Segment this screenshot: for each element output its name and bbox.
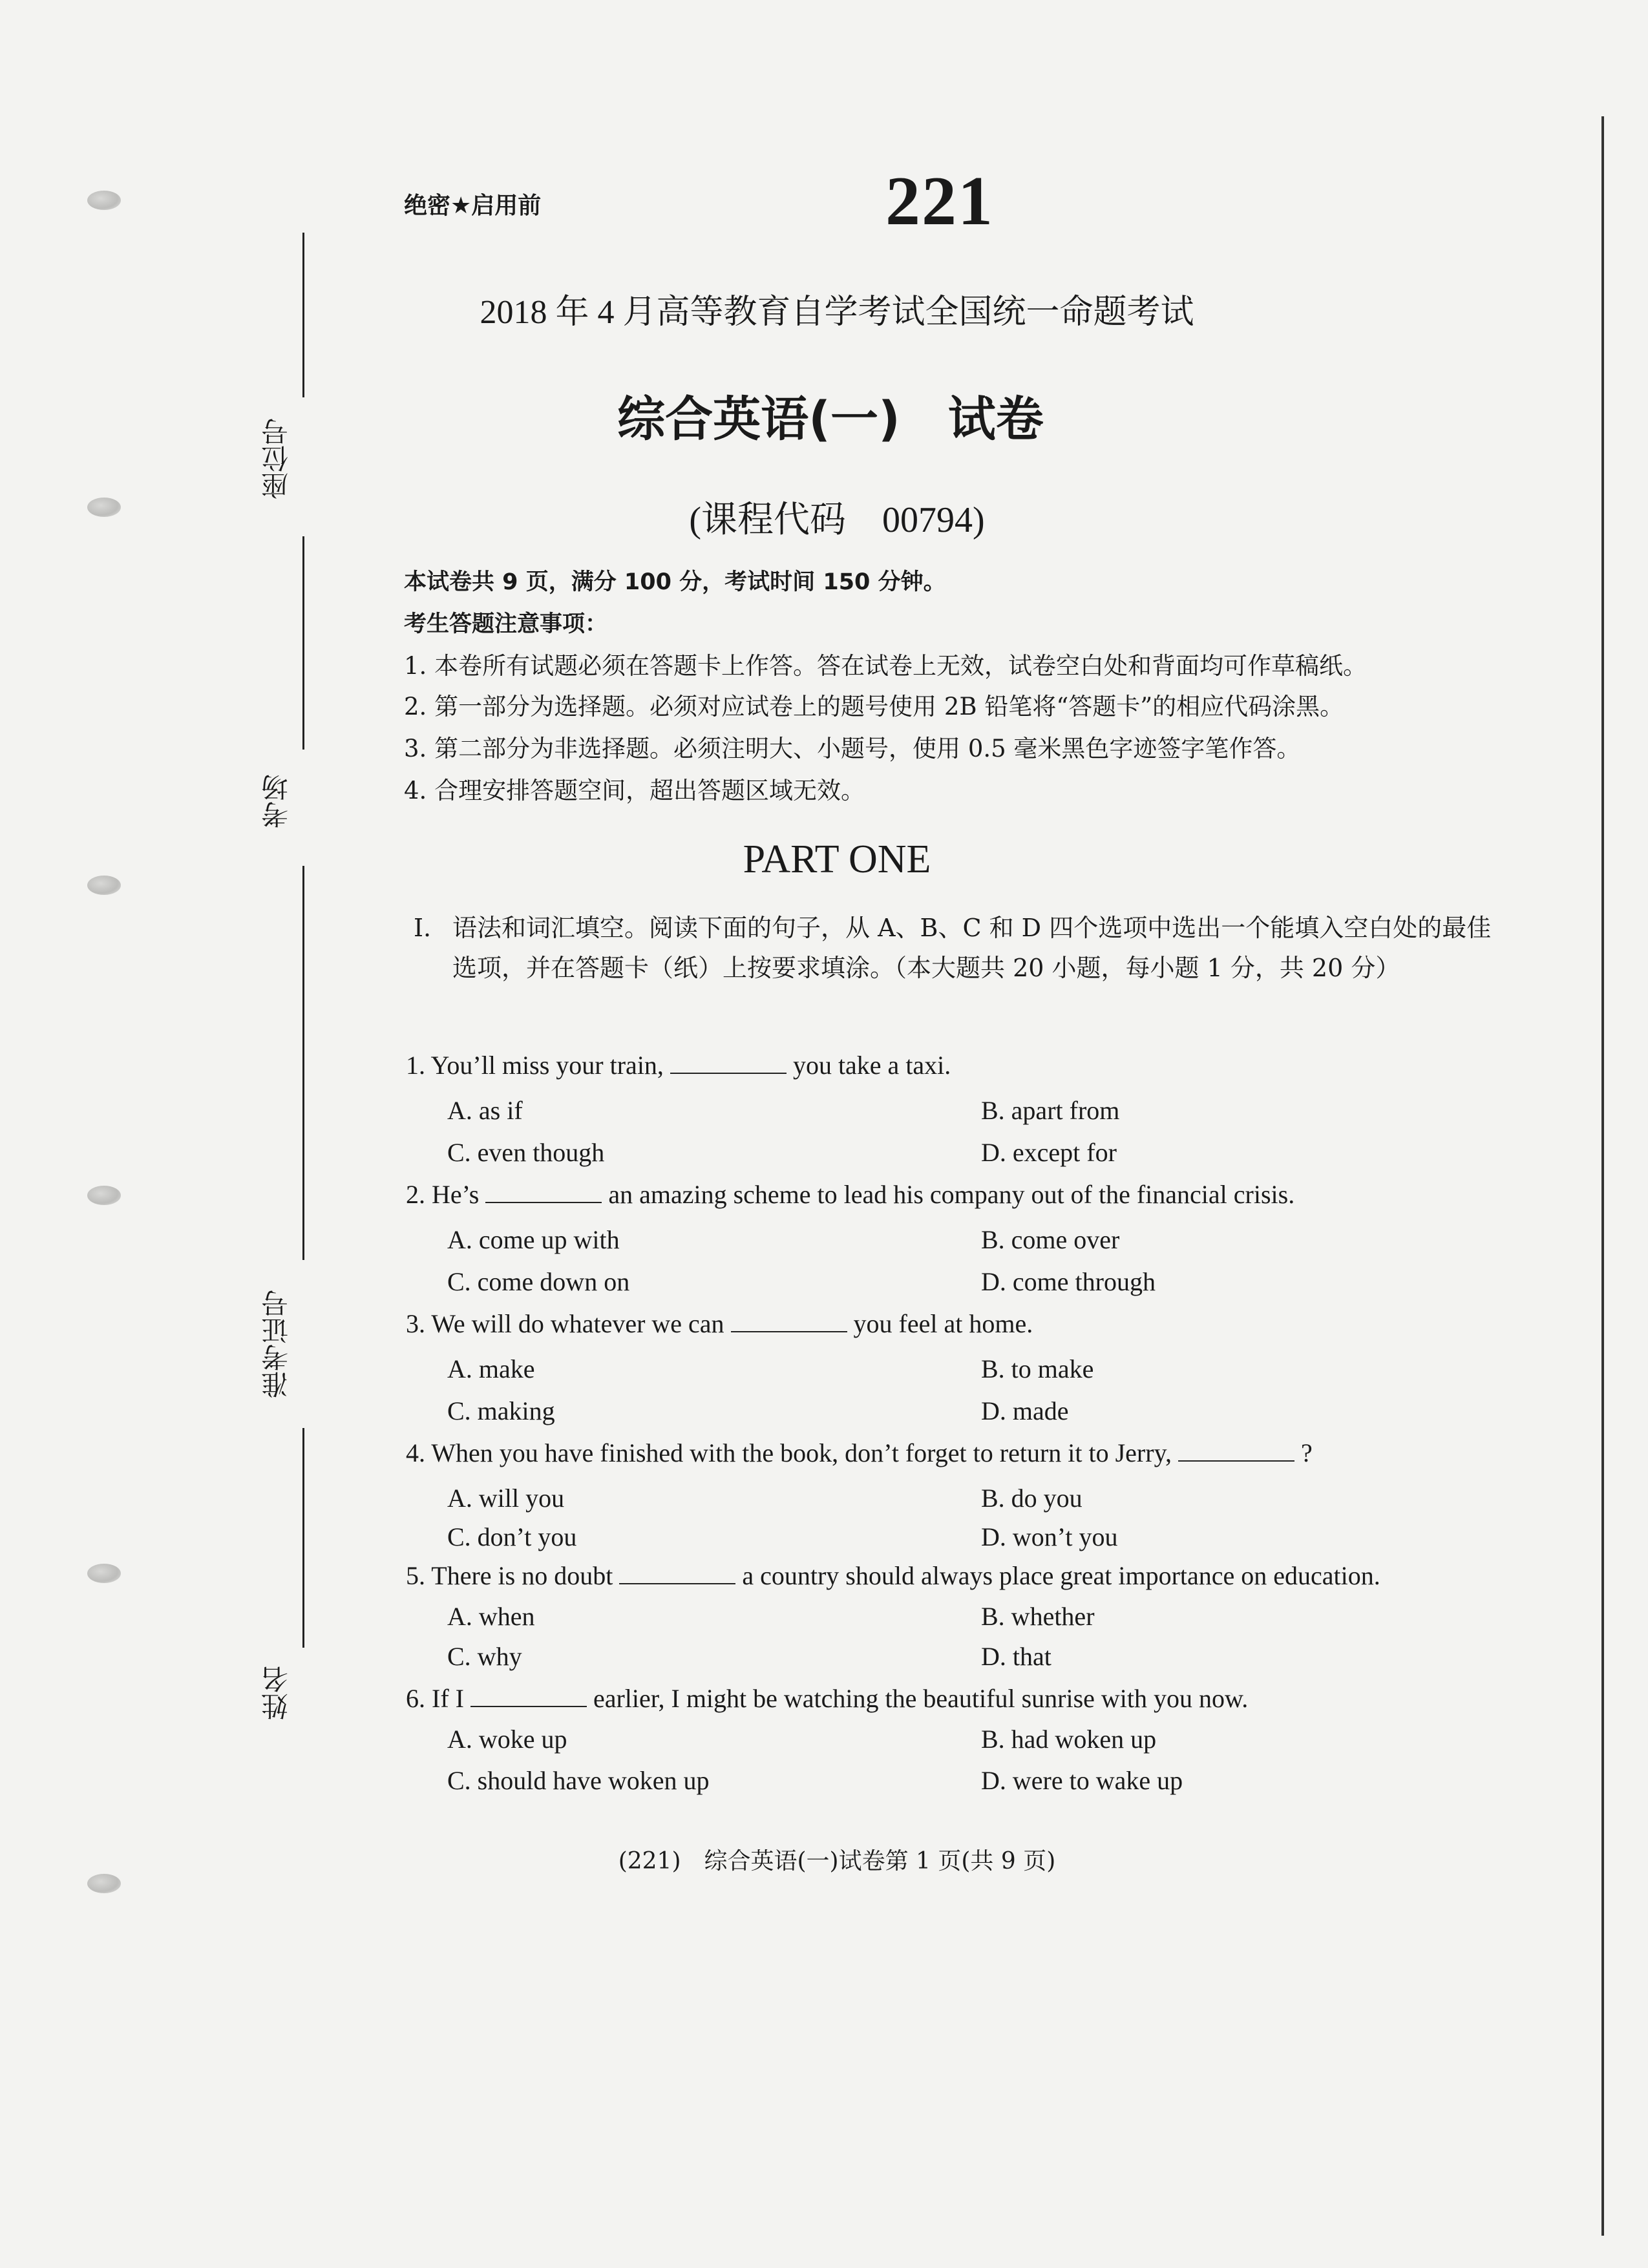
option-d: D. except for bbox=[981, 1138, 1117, 1167]
side-label-seat: 座位号 bbox=[260, 418, 292, 499]
note-item: 1. 本卷所有试题必须在答题卡上作答。答在试卷上无效，试卷空白处和背面均可作草稿纸。 bbox=[404, 652, 1368, 680]
question-text-after: you take a taxi. bbox=[792, 1051, 951, 1080]
option-b: B. apart from bbox=[981, 1096, 1120, 1125]
secret-label: 绝密★启用前 bbox=[404, 193, 542, 219]
answer-blank bbox=[485, 1180, 602, 1203]
side-line bbox=[302, 1428, 304, 1648]
question-number: 2. bbox=[406, 1180, 425, 1209]
question-text-after: a country should always place great importance on education. bbox=[742, 1561, 1380, 1590]
question-stem bbox=[406, 1308, 1033, 1339]
option-c: C. should have woken up bbox=[447, 1766, 710, 1795]
question-number: 6. bbox=[406, 1684, 425, 1713]
side-line bbox=[302, 866, 304, 1260]
exam-title: 2018 年 4 月高等教育自学考试全国统一命题考试 bbox=[480, 294, 1194, 331]
side-label-name: 姓名 bbox=[260, 1666, 292, 1720]
option-b: B. had woken up bbox=[981, 1725, 1157, 1754]
option-d: D. were to wake up bbox=[981, 1766, 1183, 1795]
side-label-admission: 准考证号 bbox=[260, 1290, 292, 1398]
option-b: B. do you bbox=[981, 1484, 1083, 1513]
side-label-venue: 考场 bbox=[260, 774, 292, 828]
question-text-after: an amazing scheme to lead his company out of the financial crisis. bbox=[608, 1180, 1295, 1209]
subject-title: 综合英语(一) 试卷 bbox=[617, 392, 1044, 447]
question-stem bbox=[406, 1683, 1248, 1714]
course-code: (课程代码 00794) bbox=[689, 500, 985, 540]
notes-heading: 考生答题注意事项： bbox=[404, 611, 608, 637]
option-b: B. whether bbox=[981, 1602, 1095, 1631]
question-text-after: earlier, I might be watching the beautiful sunrise with you now. bbox=[593, 1684, 1249, 1713]
question-number: 4. bbox=[406, 1438, 425, 1467]
question-stem bbox=[406, 1560, 1380, 1591]
option-c: C. making bbox=[447, 1396, 555, 1425]
binder-hole bbox=[87, 1874, 121, 1893]
side-line bbox=[302, 536, 304, 750]
answer-blank bbox=[731, 1309, 847, 1332]
question-text-before: If I bbox=[432, 1684, 464, 1713]
option-b: B. to make bbox=[981, 1354, 1094, 1383]
option-b: B. come over bbox=[981, 1225, 1120, 1254]
option-a: A. as if bbox=[447, 1096, 523, 1125]
option-a: A. when bbox=[447, 1602, 535, 1631]
option-c: C. why bbox=[447, 1642, 522, 1671]
option-a: A. make bbox=[447, 1354, 535, 1383]
option-d: D. made bbox=[981, 1396, 1069, 1425]
section-instructions bbox=[414, 908, 1499, 988]
note-item: 4. 合理安排答题空间，超出答题区域无效。 bbox=[404, 777, 865, 804]
page-footer: (221) 综合英语(一)试卷第 1 页(共 9 页) bbox=[618, 1848, 1056, 1874]
question-stem bbox=[406, 1179, 1294, 1210]
question-text-after: you feel at home. bbox=[853, 1309, 1033, 1338]
option-c: C. don’t you bbox=[447, 1522, 577, 1551]
answer-blank bbox=[619, 1561, 735, 1584]
paper-code: 221 bbox=[885, 163, 994, 240]
binder-hole bbox=[87, 1186, 121, 1205]
question-text-before: There is no doubt bbox=[431, 1561, 613, 1590]
question-number: 3. bbox=[406, 1309, 425, 1338]
question-text-after: ? bbox=[1300, 1438, 1313, 1467]
question-text-before: He’s bbox=[432, 1180, 480, 1209]
section-number: I. bbox=[414, 914, 432, 942]
option-a: A. woke up bbox=[447, 1725, 567, 1754]
note-item: 3. 第二部分为非选择题。必须注明大、小题号，使用 0.5 毫米黑色字迹签字笔作答。 bbox=[404, 735, 1301, 762]
answer-blank bbox=[1178, 1438, 1294, 1462]
question-number: 1. bbox=[406, 1051, 425, 1080]
option-c: C. come down on bbox=[447, 1267, 630, 1296]
paper-info: 本试卷共 9 页，满分 100 分，考试时间 150 分钟。 bbox=[404, 569, 946, 595]
question-text-before: When you have finished with the book, don’t forget to return it to Jerry, bbox=[431, 1438, 1172, 1467]
answer-blank bbox=[470, 1684, 587, 1707]
option-a: A. will you bbox=[447, 1484, 565, 1513]
note-item: 2. 第一部分为选择题。必须对应试卷上的题号使用 2B 铅笔将“答题卡”的相应代码涂黑。 bbox=[404, 693, 1344, 720]
option-a: A. come up with bbox=[447, 1225, 620, 1254]
option-d: D. that bbox=[981, 1642, 1051, 1671]
question-stem bbox=[406, 1438, 1313, 1468]
part-title: PART ONE bbox=[743, 837, 931, 881]
answer-blank bbox=[670, 1051, 787, 1074]
binder-hole bbox=[87, 1564, 121, 1583]
question-text-before: We will do whatever we can bbox=[431, 1309, 724, 1338]
option-d: D. won’t you bbox=[981, 1522, 1118, 1551]
question-text-before: You’ll miss your train, bbox=[430, 1051, 664, 1080]
option-c: C. even though bbox=[447, 1138, 605, 1167]
option-d: D. come through bbox=[981, 1267, 1156, 1296]
question-number: 5. bbox=[406, 1561, 425, 1590]
question-stem bbox=[406, 1050, 951, 1080]
binder-hole bbox=[87, 191, 121, 210]
section-text: 语法和词汇填空。阅读下面的句子，从 A、B、C 和 D 四个选项中选出一个能填入空白处的最佳选项，并在答题卡（纸）上按要求填涂。（本大题共 20 小题，每小题 1 分，共 20 分） bbox=[452, 914, 1492, 982]
